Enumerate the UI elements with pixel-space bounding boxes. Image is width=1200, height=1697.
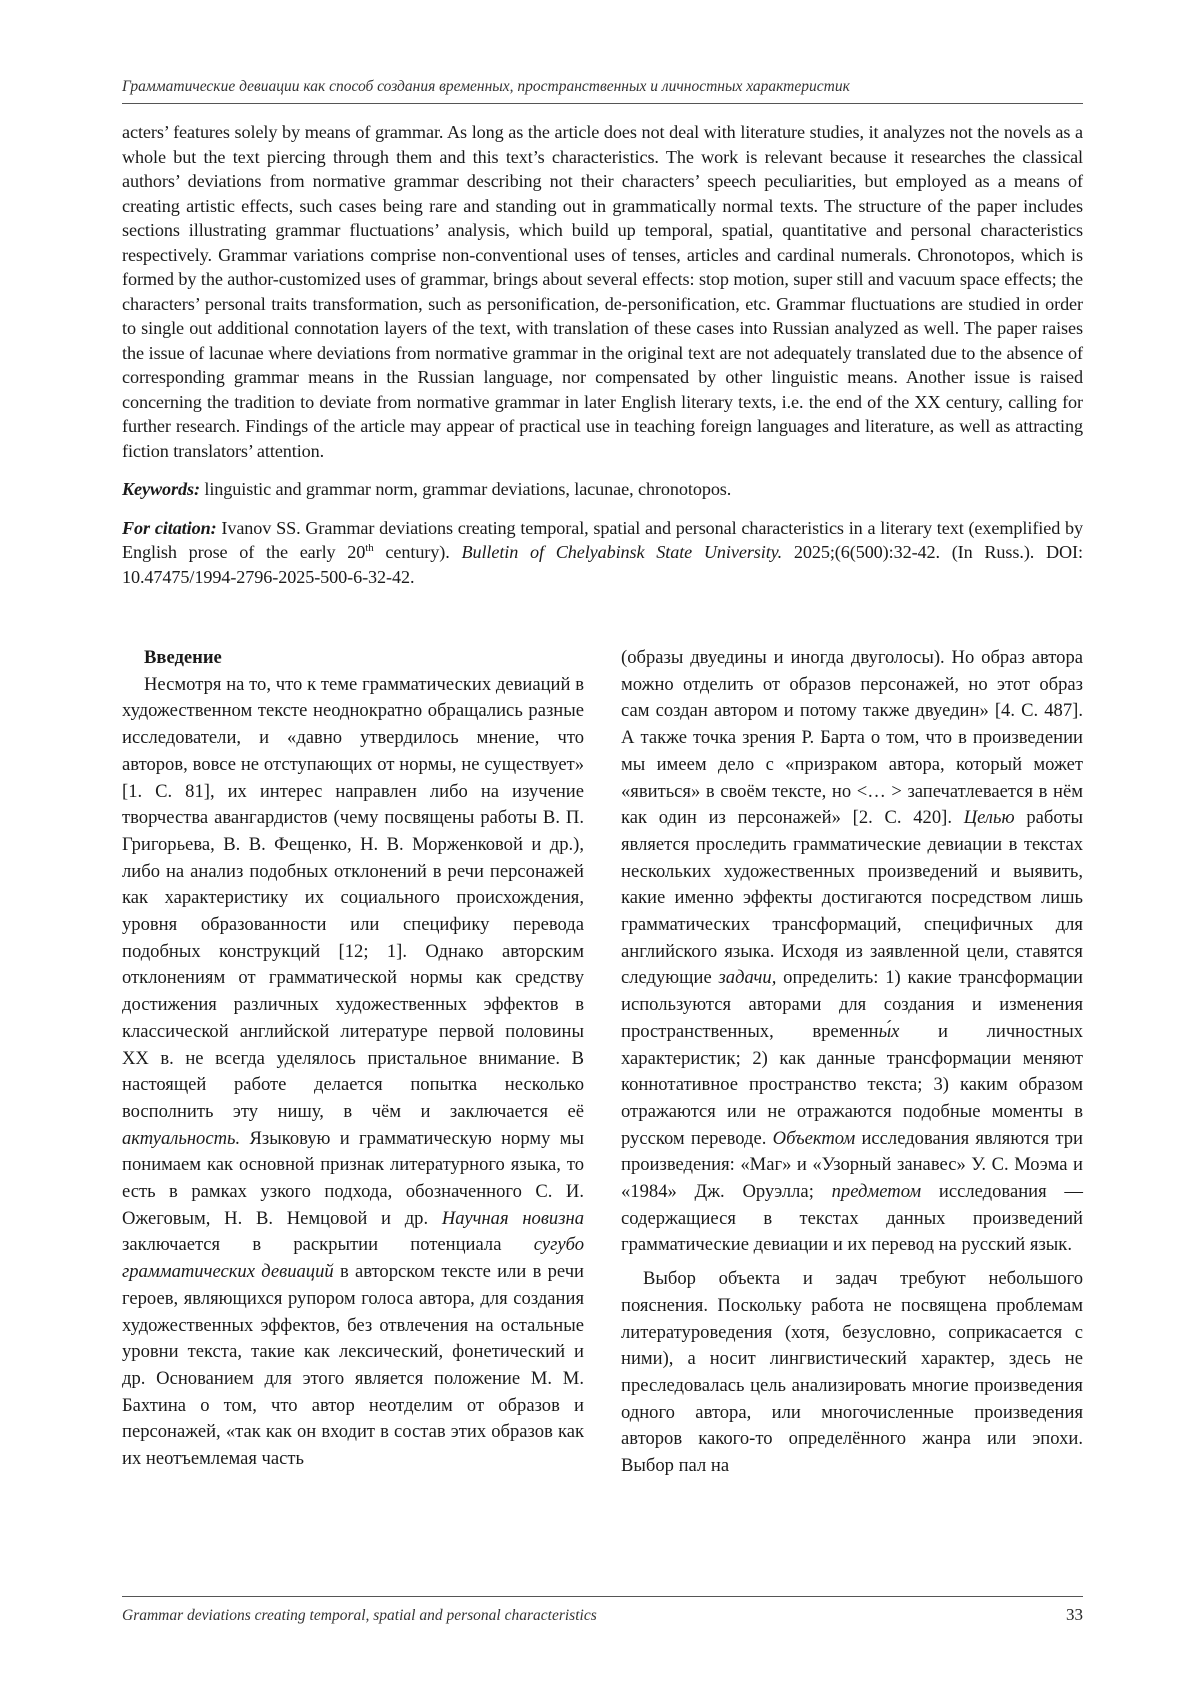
- intro-text-a: Несмотря на то, что к теме грамматических девиаций в художественном тексте неоднократно обращались разные исследователи, и «давно утвердилось мнение, что авторов, вовсе не отступающих от нормы, не существует» [1. С. 81], их интерес направлен либо на изучение творчества авангардистов (чему посвящены работы В. П. Григорьева, В. В. Фещенко, Н. В. Морженковой и др.), либо на анализ подобных отклонений в речи персонажей как характеристику их социального происхождения, уровня образованности или специфику перевода подобных конструкций [12; 1]. Однако авторским отклонениям от грамматической нормы как средству достижения различных художественных эффектов в классической английской литературе первой половины XX в. не всегда уделялось пристальное внимание. В настоящей работе делается попытка несколько восполнить эту нишу, в чём и заключается её: [122, 673, 584, 1122]
- right-text-e: исследования являются три произведения: «Маг» и «Узорный занавес» У. С. Моэма и «1984» Дж. Оруэлла;: [621, 1127, 1083, 1203]
- page-number: 33: [1066, 1605, 1083, 1624]
- citation-line: [122, 516, 1083, 590]
- citation-superscript: th: [365, 541, 374, 554]
- keywords-line: [122, 477, 1083, 502]
- emphasis-goal: Целью: [963, 807, 1015, 829]
- keywords-label: Keywords:: [122, 479, 200, 499]
- emphasis-tasks: задачи,: [718, 967, 777, 989]
- intro-text-d: в авторском тексте или в речи героев, являющихся рупором голоса автора, для создания художественных эффектов, без отвлечения на остальные уровни текста, такие как лексический, фонетический и др. Основанием для этого является положение М. М. Бахтина о том, что автор неотделим от образов и персонажей, «так как он входит в состав этих образов как их неотъемлемая часть: [122, 1261, 585, 1470]
- explanation-paragraph: Выбор объекта и задач требуют небольшого пояснения. Поскольку работа не посвящена проблемам литературоведения (хотя, безусловно, соприкасается с ними), а носит лингвистический характер, здесь не преследовалась цель анализировать многие произведения одного автора, или многочисленные произведения авторов какого-то определённого жанра или эпохи. Выбор пал на: [621, 1268, 1083, 1477]
- citation-part3: 2025;(6(500):32-42. (In Russ.). DOI: 10.47475/1994-2796-2025-500-6-32-42.: [122, 542, 1083, 587]
- citation-part1: Ivanov SS. Grammar deviations creating temporal, spatial and personal characteristics in a literary text (exemplified by English prose of the early 20: [122, 517, 1083, 562]
- emphasis-novelty: Научная новизна: [441, 1207, 584, 1229]
- header-divider: [122, 103, 1083, 104]
- citation-label: For citation:: [122, 517, 217, 538]
- right-text-f: исследования — содержащиеся в текстах данных произведений грамматические девиации и их перевод на русский язык.: [621, 1181, 1083, 1256]
- abstract-text: acters’ features solely by means of grammar. As long as the article does not deal with literature studies, it analyzes not the novels as a whole but the text piercing through them and this text’s characteristics. The work is relevant because it researches the classical authors’ deviations from normative grammar describing not their characters’ speech peculiarities, but employed as a means of creating artistic effects, such cases being rare and standing out in grammatically normal texts. The structure of the paper includes sections illustrating grammar fluctuations’ analysis, which build up temporal, spatial, quantitative and personal characteristics respectively. Grammar variations comprise non-conventional uses of tenses, articles and cardinal numerals. Chronotopos, which is formed by the author-customized uses of grammar, brings about several effects: stop motion, super still and vacuum space effects; the characters’ personal traits transformation, such as personification, de-personification, etc. Grammar fluctuations are studied in order to single out additional connotation layers of the text, with translation of these cases into Russian analyzed as well. The paper raises the issue of lacunae where deviations from normative grammar in the original text are not adequately translated due to the absence of corresponding grammar means in the Russian language, nor compensated by other linguistic means. Another issue is raised concerning the tradition to deviate from normative grammar in later English literary texts, i.e. the end of the XX century, calling for further research. Findings of the article may appear of practical use in teaching foreign languages and literature, as well as attracting fiction translators’ attention.: [122, 122, 1083, 461]
- right-text-a: (образы двуедины и иногда двуголосы). Но образ автора можно отделить от образов персонажей, но этот образ сам создан автором и потому также двуедин» [4. С. 487]. А также точка зрения Р. Барта о том, что в произведении мы имеем дело с «призраком автора, который может «явиться» в своём тексте, но <… > запечатлевается в нём как один из персонажей» [2. С. 420].: [621, 647, 1083, 829]
- continued-paragraph: [621, 645, 1083, 1259]
- keywords-text: linguistic and grammar norm, grammar deviations, lacunae, chronotopos.: [204, 479, 732, 499]
- footer-divider: [122, 1596, 1083, 1597]
- abstract-block: [122, 120, 1083, 589]
- emphasis-object: Объектом: [772, 1127, 856, 1149]
- emphasis-relevance: актуальность.: [122, 1127, 241, 1149]
- emphasis-deviations: сугубо грамматических девиаций: [122, 1234, 584, 1283]
- emphasis-stress: ы́х: [878, 1020, 900, 1042]
- right-column: [621, 645, 1083, 1480]
- citation-part2: century).: [385, 542, 450, 562]
- intro-text-c: заключается в раскрытии потенциала: [122, 1234, 502, 1256]
- right-text-c: определить: 1) какие трансформации используются авторами для создания и изменения пространственных, временн: [621, 967, 1083, 1042]
- section-title: Введение: [144, 647, 222, 668]
- running-title: Грамматические девиации как способ создания временных, пространственных и личностных характеристик: [122, 78, 850, 95]
- intro-text-b: Языковую и грамматическую норму мы понимаем как основной признак литературного языка, то есть в рамках узкого подхода, обозначенного С. И. Ожеговым, Н. В. Немцовой и др.: [122, 1127, 584, 1229]
- intro-paragraph: [122, 672, 584, 1473]
- right-text-d: и личностных характеристик; 2) как данные трансформации меняют коннотативное пространство текста; 3) каким образом отражаются или не отражаются подобные моменты в русском переводе.: [621, 1020, 1083, 1149]
- citation-journal: Bulletin of Chelyabinsk State University.: [461, 542, 783, 562]
- emphasis-subject: предметом: [831, 1181, 922, 1203]
- footer-title: Grammar deviations creating temporal, spatial and personal characteristics: [122, 1607, 597, 1624]
- left-column: [122, 645, 584, 1473]
- right-text-b: работы является проследить грамматические девиации в текстах нескольких художественных произведений и выявить, какие именно эффекты достигаются посредством лишь грамматических трансформаций, специфичных для английского языка. Исходя из заявленной цели, ставятся следующие: [621, 807, 1084, 989]
